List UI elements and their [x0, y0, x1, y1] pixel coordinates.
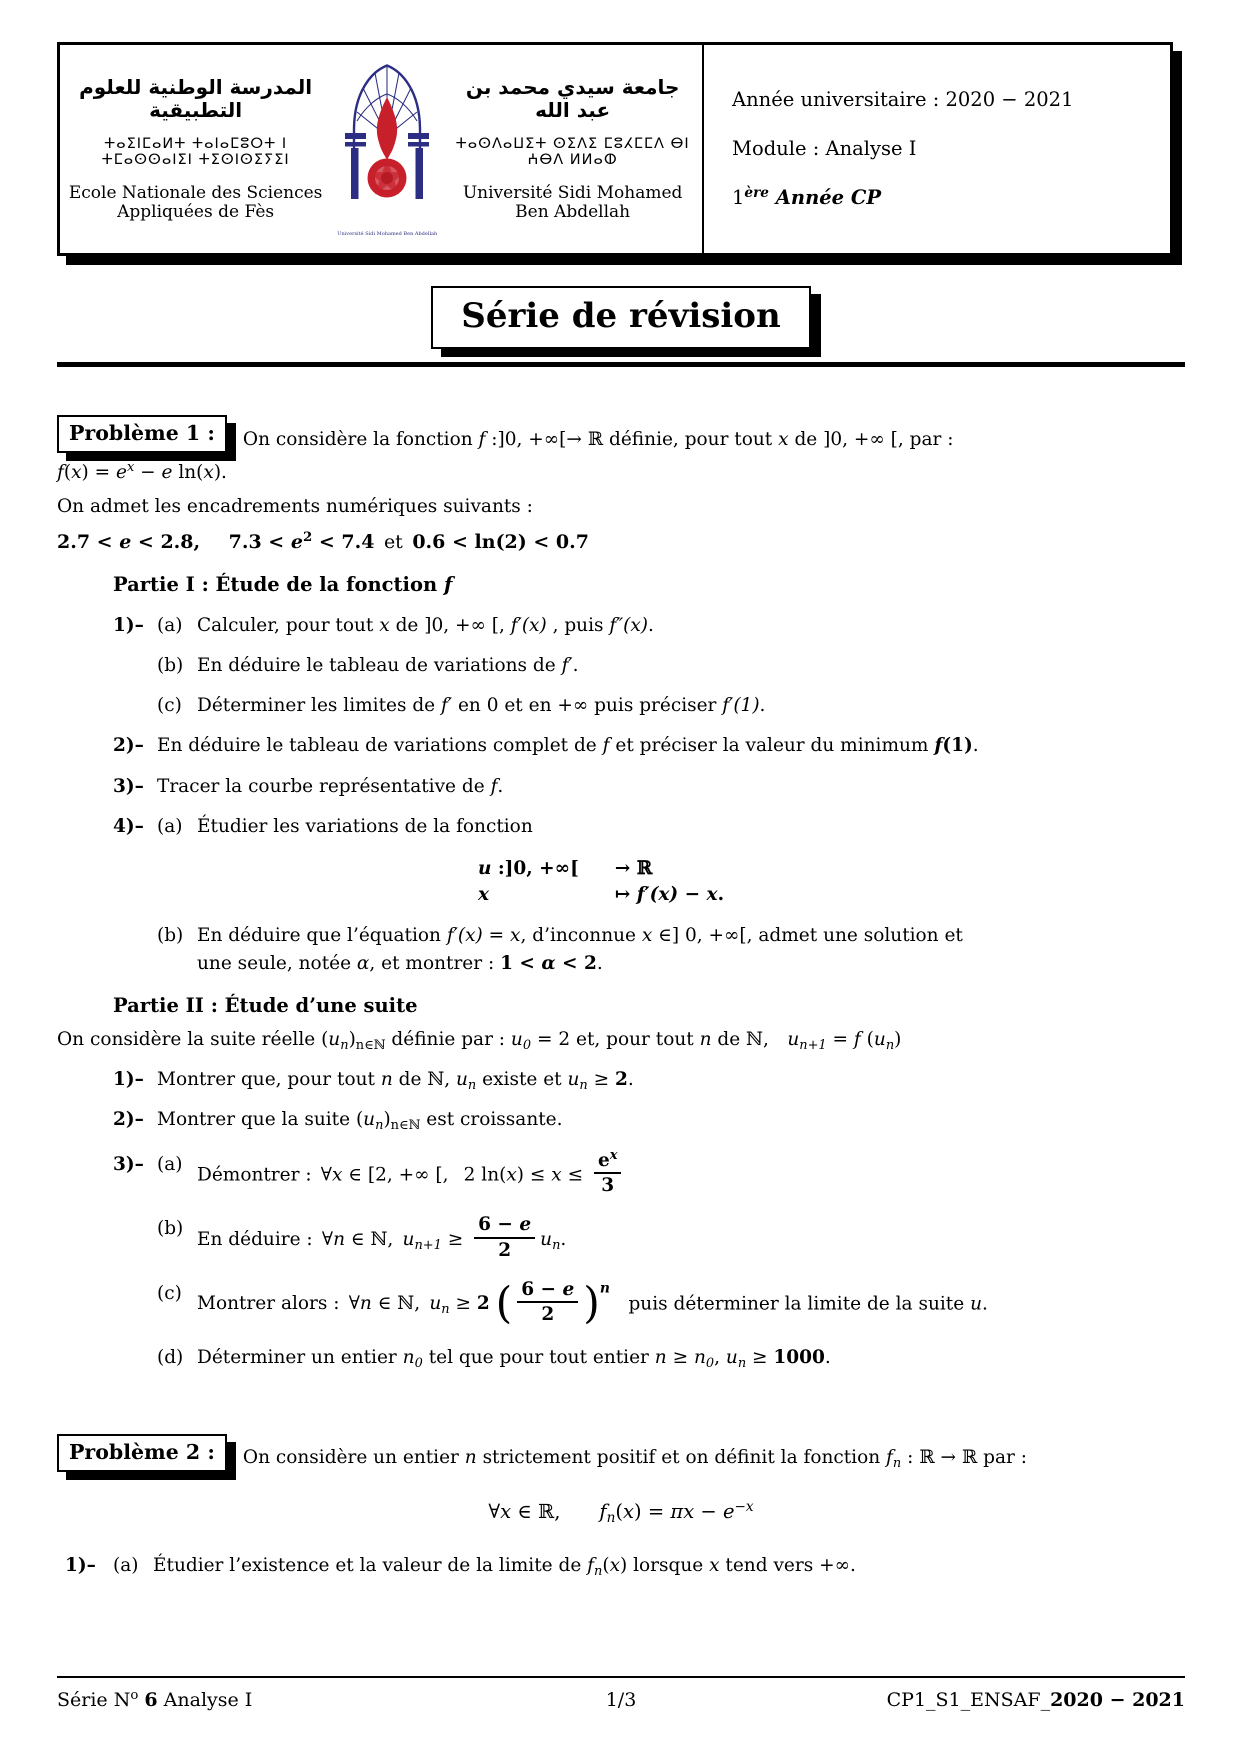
right-paren: )	[583, 1279, 600, 1329]
function-u-display	[57, 856, 1145, 909]
function-u-map	[478, 856, 724, 909]
problem2-display-equation: ∀x ∈ ℝ, $f_n(x) = \pi x - e^{-x}$	[488, 1498, 754, 1526]
item-p1-1b	[57, 653, 1185, 679]
map-domain: u :]0, +∞[	[477, 858, 579, 880]
page-footer	[57, 1676, 1185, 1714]
item-p1-3	[57, 774, 1185, 800]
item-number: 3)–	[113, 1153, 144, 1175]
map-image: ↦ f′(x) − x.	[614, 884, 725, 906]
item-text: Étudier l’existence et la valeur de la limite de $f_n(x)$ lorsque x tend vers +∞.	[153, 1555, 856, 1580]
footer-line	[57, 1678, 1185, 1714]
item-p1-4a	[57, 814, 1185, 840]
university-name-tifinagh: ⵜⴰⵙⴷⴰⵡⵉⵜ ⵙⵉⴷⵉ ⵎⵓⵃⵎⵎⴷ ⴱⵏ ⵄⴱⴷ ⵍⵍⴰⵀ	[455, 136, 690, 169]
header-box	[57, 42, 1173, 256]
problem1-label: Problème 1 :	[57, 415, 227, 453]
item-text	[197, 1216, 1185, 1263]
item-text: Calculer, pour tout x de ]0, +∞ [, f′(x) , puis f″(x).	[197, 614, 654, 636]
item-text: Montrer que la suite $(u_n)_{n\in ℕ}$ est croissante.	[157, 1109, 563, 1134]
item-text: Montrer que, pour tout n de ℕ, $u_n$ existe et $u_n \ge 2$.	[157, 1069, 634, 1094]
problem1-admit-line: On admet les encadrements numériques suivants :	[57, 495, 533, 517]
item-number: 1)–	[113, 614, 144, 636]
university-name-french: Université Sidi Mohamed Ben Abdellah	[462, 183, 683, 222]
item-text: En déduire le tableau de variations complet de f et préciser la valeur du minimum f(1).	[157, 735, 979, 757]
item-p1ii-1	[57, 1067, 1185, 1093]
item-text: En déduire que l’équation f′(x) = x, d’inconnue x ∈] 0, +∞[, admet une solution et	[197, 924, 963, 946]
problem1-bounds: 2.7 < e < 2.8, $7.3 < e^2 < 7.4$ et 0.6 < ln(2) < 0.7	[57, 529, 589, 553]
item-letter: (b)	[157, 924, 184, 946]
item-number: 2)–	[113, 1109, 144, 1131]
item-text: Étudier les variations de la fonction	[197, 815, 533, 837]
item-p1-1a	[57, 613, 1185, 639]
fraction-6-minus-e-over-2	[474, 1214, 535, 1261]
map-codomain: → ℝ	[614, 858, 653, 880]
item-p1-4b-cont: une seule, notée α, et montrer : 1 < α < 2.	[197, 952, 603, 974]
item-number: 3)–	[113, 775, 144, 797]
fraction-denominator: 2	[541, 1304, 555, 1326]
item-p1ii-3c	[57, 1278, 1185, 1329]
item-text-pre: Démontrer : ∀x ∈ [2, +∞ [, 2 ln(x) ≤ x ≤	[197, 1163, 589, 1185]
item-p2-1a	[57, 1553, 1185, 1579]
item-letter: (a)	[157, 1153, 183, 1175]
item-text	[197, 1147, 1185, 1199]
item-letter: (b)	[157, 1218, 184, 1240]
item-number: 2)–	[113, 735, 144, 757]
footer-course-code: CP1_S1_ENSAF_2020 − 2021	[886, 1689, 1185, 1712]
fraction-denominator: 2	[498, 1239, 512, 1261]
left-paren: (	[495, 1279, 513, 1329]
item-letter: (a)	[157, 614, 183, 636]
map-var: x	[477, 884, 489, 906]
item-letter: (b)	[157, 654, 184, 676]
item-text: Tracer la courbe représentative de f.	[157, 775, 504, 797]
item-number: 1)–	[65, 1555, 96, 1577]
fraction-6-minus-e-over-2	[517, 1279, 578, 1326]
footer-page-number: 1/3	[605, 1689, 637, 1712]
item-letter: (a)	[157, 815, 183, 837]
course-info-block	[702, 45, 1170, 253]
university-name-arabic: جامعة سيدي محمد بن عبد الله	[465, 75, 680, 123]
problem2-header	[57, 1434, 1185, 1472]
item-text: En déduire le tableau de variations de f′.	[197, 654, 579, 676]
problem1-function-def: $f(x) = e^x - e$ ln(x).	[57, 460, 227, 484]
part2-intro: On considère la suite réelle $(u_n)_{n\in ℕ}$ définie par : $u_0 = 2$ et, pour tout n de ℕ, $u_{n+1} = f$ $(u_n)$	[57, 1028, 902, 1053]
item-text-post: $u_n$.	[540, 1228, 567, 1253]
item-letter: (d)	[157, 1347, 184, 1369]
module-name: Module : Analyse I	[732, 137, 917, 161]
fraction-ex-over-3	[594, 1147, 622, 1197]
item-p1ii-3d	[57, 1345, 1185, 1371]
item-p1-1c	[57, 693, 1185, 719]
university-block	[443, 45, 702, 253]
item-letter: (c)	[157, 1282, 182, 1304]
exponent-n: n	[599, 1280, 610, 1297]
problem2-label: Problème 2 :	[57, 1434, 227, 1472]
part2-heading: Partie II : Étude d’une suite	[113, 994, 418, 1018]
item-letter: (c)	[157, 695, 182, 717]
problem2-intro: On considère un entier n strictement positif et on définit la fonction $f_n$ : ℝ → ℝ par :	[242, 1447, 1027, 1472]
university-logo	[331, 45, 443, 253]
university-logo-icon	[339, 61, 435, 229]
academic-year: Année universitaire : 2020 − 2021	[732, 88, 1074, 112]
item-p1ii-2	[57, 1107, 1185, 1133]
item-number: 4)–	[113, 815, 144, 837]
school-name-arabic: المدرسة الوطنية للعلوم التطبيقية	[79, 75, 313, 123]
item-p1-2	[57, 733, 1185, 759]
item-text-post: puis déterminer la limite de la suite u.	[609, 1293, 988, 1315]
item-text: Déterminer un entier $n_0$ tel que pour tout entier $n \ge n_0$, $u_n \ge 1000$.	[197, 1347, 831, 1372]
item-text-pre: En déduire : ∀n ∈ ℕ, $u_{n+1}$ ≥	[197, 1228, 470, 1253]
problem1-intro: On considère la fonction f :]0, +∞[→ ℝ définie, pour tout x de ]0, +∞ [, par :	[242, 429, 954, 451]
class-level: 1ère Année CP	[732, 184, 882, 209]
item-text: Déterminer les limites de f′ en 0 et en +∞ puis préciser f′(1).	[197, 695, 766, 717]
item-p1-4b	[57, 923, 1185, 949]
part1-heading: Partie I : Étude de la fonction f	[113, 572, 453, 596]
title-wrap	[57, 286, 1185, 349]
fraction-numerator: 6 − e	[517, 1279, 578, 1303]
problem1-header	[57, 415, 1185, 453]
item-number: 1)–	[113, 1069, 144, 1091]
fraction-numerator: $e^x$	[594, 1150, 622, 1174]
fraction-denominator: 3	[601, 1174, 615, 1196]
item-p1ii-3b	[57, 1216, 1185, 1263]
item-letter: (a)	[113, 1555, 139, 1577]
item-p1ii-3a	[57, 1147, 1185, 1199]
title-rule	[57, 362, 1185, 367]
logo-caption: Université Sidi Mohamed Ben Abdellah	[337, 231, 438, 237]
school-block	[60, 45, 331, 253]
page-title: Série de révision	[431, 286, 810, 349]
item-text-pre: Montrer alors : ∀n ∈ ℕ, $u_n \ge 2$	[197, 1293, 490, 1318]
school-name-tifinagh: ⵜⴰⵉⵏⵎⴰⵍⵜ ⵜⴰⵏⴰⵎⵓⵔⵜ ⵏ ⵜⵎⴰⵙⵙⴰⵏⵉⵏ ⵜⵉⵙⵏⵙⵉⵢⵉⵏ	[101, 136, 290, 169]
item-text	[197, 1278, 1185, 1329]
fraction-numerator: 6 − e	[474, 1214, 535, 1238]
school-name-french: Ecole Nationale des Sciences Appliquées de Fès	[68, 183, 323, 222]
footer-series: Série $N^o$ 6 Analyse I	[57, 1688, 253, 1712]
